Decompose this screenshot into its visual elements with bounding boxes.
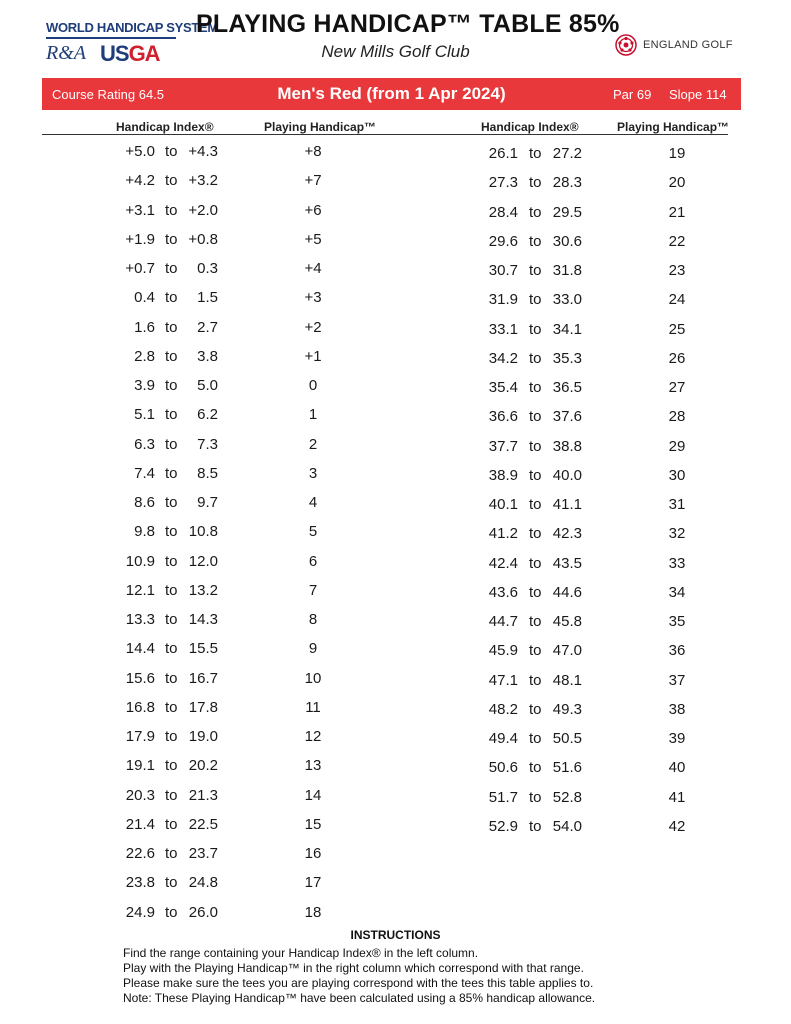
to-label: to	[165, 669, 178, 687]
table-row	[0, 642, 791, 662]
table-row	[0, 581, 791, 604]
table-row	[0, 347, 791, 370]
index-from: 0.4	[134, 289, 155, 307]
to-label: to	[165, 289, 178, 307]
index-to: 22.5	[188, 815, 218, 833]
table-header-rule	[42, 134, 728, 135]
playing-handicap-value: 33	[668, 554, 686, 572]
index-to: 1.5	[197, 289, 218, 307]
index-to: 28.3	[552, 174, 582, 192]
index-to: +4.3	[188, 143, 218, 160]
playing-handicap-value: 14	[304, 786, 322, 804]
table-row	[0, 262, 791, 282]
index-to: 44.6	[552, 583, 582, 601]
to-label: to	[165, 435, 178, 453]
playing-handicap-value: 8	[308, 611, 318, 628]
to-label: to	[165, 318, 178, 336]
index-from: 41.2	[488, 525, 518, 543]
to-label: to	[529, 788, 542, 806]
playing-handicap-value: 13	[304, 757, 322, 775]
usga-logo-text: USGA	[100, 40, 160, 66]
to-label: to	[165, 757, 178, 775]
index-to: 35.3	[552, 349, 582, 367]
index-from: 17.9	[125, 728, 155, 745]
index-to: 29.5	[552, 203, 582, 221]
table-row	[0, 464, 791, 487]
index-from: +1.9	[125, 230, 155, 248]
index-to: 9.7	[197, 494, 218, 511]
playing-handicap-value: +4	[304, 260, 322, 277]
index-from: 30.7	[488, 262, 518, 279]
to-label: to	[529, 349, 542, 367]
to-label: to	[165, 406, 178, 424]
playing-handicap-value: 2	[308, 435, 318, 453]
table-row	[0, 698, 791, 721]
index-to: 6.2	[197, 406, 218, 424]
playing-handicap-value: 23	[668, 262, 686, 279]
club-name: New Mills Golf Club	[321, 42, 470, 61]
playing-handicap-value: 42	[668, 817, 686, 835]
to-label: to	[165, 874, 178, 892]
to-label: to	[529, 291, 542, 309]
england-golf-logo	[615, 34, 733, 56]
playing-handicap-value: +6	[304, 201, 322, 219]
playing-handicap-value: 36	[668, 642, 686, 660]
playing-handicap-value: 25	[668, 320, 686, 338]
index-to: 13.2	[188, 581, 218, 599]
index-from: 43.6	[488, 583, 518, 601]
index-from: 13.3	[125, 611, 155, 628]
index-from: 8.6	[134, 494, 155, 511]
playing-handicap-value: 30	[668, 466, 686, 484]
to-label: to	[165, 786, 178, 804]
index-to: 52.8	[552, 788, 582, 806]
table-row	[0, 496, 791, 516]
index-to: 10.8	[188, 523, 218, 541]
index-from: 5.1	[134, 406, 155, 424]
playing-handicap-value: 20	[668, 174, 686, 192]
playing-handicap-value: 21	[668, 203, 686, 221]
to-label: to	[165, 230, 178, 248]
to-label: to	[529, 525, 542, 543]
to-label: to	[165, 552, 178, 570]
to-label: to	[529, 232, 542, 250]
index-to: 33.0	[552, 291, 582, 309]
playing-handicap-value: 29	[668, 437, 686, 455]
index-to: +2.0	[188, 201, 218, 219]
index-from: 14.4	[125, 640, 155, 658]
index-from: 3.9	[134, 377, 155, 394]
playing-handicap-value: 19	[668, 145, 686, 162]
to-label: to	[165, 201, 178, 219]
playing-handicap-value: 28	[668, 408, 686, 426]
to-label: to	[165, 845, 178, 862]
playing-handicap-value: +2	[304, 318, 322, 336]
course-info-bar	[42, 78, 741, 110]
to-label: to	[529, 408, 542, 426]
playing-handicap-value: 1	[308, 406, 318, 424]
index-to: 42.3	[552, 525, 582, 543]
ra-logo: R&A	[46, 42, 86, 64]
playing-handicap-value: +1	[304, 347, 322, 365]
playing-handicap-value: 16	[304, 845, 322, 862]
to-label: to	[529, 613, 542, 630]
to-label: to	[529, 496, 542, 513]
playing-handicap-value: 34	[668, 583, 686, 601]
playing-handicap-value: +5	[304, 230, 322, 248]
table-row	[0, 786, 791, 809]
to-label: to	[165, 143, 178, 160]
to-label: to	[529, 379, 542, 396]
index-to: 50.5	[552, 730, 582, 747]
right-handicap-index-header: Handicap Index®	[481, 120, 579, 134]
index-from: +0.7	[125, 260, 155, 277]
to-label: to	[529, 203, 542, 221]
table-row	[0, 379, 791, 399]
index-from: 36.6	[488, 408, 518, 426]
index-to: 0.3	[197, 260, 218, 277]
table-row	[0, 408, 791, 428]
to-label: to	[529, 642, 542, 660]
table-row	[0, 318, 791, 341]
playing-handicap-value: 31	[668, 496, 686, 513]
index-from: 47.1	[488, 671, 518, 689]
table-row	[0, 145, 791, 165]
playing-handicap-value: 35	[668, 613, 686, 630]
playing-handicap-value: 27	[668, 379, 686, 396]
index-from: +3.1	[125, 201, 155, 219]
index-to: 7.3	[197, 435, 218, 453]
to-label: to	[165, 581, 178, 599]
to-label: to	[529, 554, 542, 572]
table-row	[0, 201, 791, 224]
index-from: 37.7	[488, 437, 518, 455]
table-row	[0, 845, 791, 865]
index-from: 42.4	[488, 554, 518, 572]
to-label: to	[165, 640, 178, 658]
to-label: to	[529, 174, 542, 192]
to-label: to	[165, 728, 178, 745]
playing-handicap-value: 32	[668, 525, 686, 543]
index-from: 7.4	[134, 464, 155, 482]
playing-handicap-value: 40	[668, 759, 686, 777]
playing-handicap-value: 4	[308, 494, 318, 511]
whs-logo-text: WORLD HANDICAP SYSTEM	[46, 20, 218, 35]
index-to: 49.3	[552, 700, 582, 718]
index-from: 15.6	[125, 669, 155, 687]
index-from: +4.2	[125, 172, 155, 190]
index-from: 38.9	[488, 466, 518, 484]
index-to: 3.8	[197, 347, 218, 365]
index-to: +0.8	[188, 230, 218, 248]
to-label: to	[165, 347, 178, 365]
to-label: to	[529, 671, 542, 689]
index-to: 47.0	[552, 642, 582, 660]
table-row	[0, 613, 791, 633]
playing-handicap-value: 3	[308, 464, 318, 482]
index-from: 12.1	[125, 581, 155, 599]
index-from: 2.8	[134, 347, 155, 365]
table-row	[0, 552, 791, 575]
index-from: 23.8	[125, 874, 155, 892]
page-title: PLAYING HANDICAP™ TABLE 85%	[196, 10, 620, 38]
index-to: +3.2	[188, 172, 218, 190]
index-to: 34.1	[552, 320, 582, 338]
index-from: 50.6	[488, 759, 518, 777]
table-row	[0, 291, 791, 311]
index-to: 21.3	[188, 786, 218, 804]
index-from: 21.4	[125, 815, 155, 833]
index-from: 33.1	[488, 320, 518, 338]
instruction-line: Please make sure the tees you are playing correspond with the tees this table applies to.	[123, 976, 594, 990]
index-to: 19.0	[188, 728, 218, 745]
index-to: 2.7	[197, 318, 218, 336]
index-from: 45.9	[488, 642, 518, 660]
index-to: 31.8	[552, 262, 582, 279]
index-from: 1.6	[134, 318, 155, 336]
index-to: 48.1	[552, 671, 582, 689]
to-label: to	[529, 759, 542, 777]
playing-handicap-value: 24	[668, 291, 686, 309]
index-from: 10.9	[125, 552, 155, 570]
index-from: 28.4	[488, 203, 518, 221]
index-from: 24.9	[125, 903, 155, 921]
playing-handicap-value: +3	[304, 289, 322, 307]
index-from: 40.1	[488, 496, 518, 513]
slope: Slope 114	[669, 87, 727, 102]
index-from: 27.3	[488, 174, 518, 192]
table-row	[0, 730, 791, 750]
england-golf-rose-icon	[615, 34, 637, 56]
to-label: to	[165, 464, 178, 482]
table-row	[0, 669, 791, 692]
playing-handicap-value: 37	[668, 671, 686, 689]
index-to: 43.5	[552, 554, 582, 572]
to-label: to	[529, 466, 542, 484]
to-label: to	[165, 903, 178, 921]
table-row	[0, 435, 791, 458]
index-from: 44.7	[488, 613, 518, 630]
to-label: to	[165, 698, 178, 716]
index-from: 6.3	[134, 435, 155, 453]
index-to: 20.2	[188, 757, 218, 775]
tee-name: Men's Red (from 1 Apr 2024)	[277, 84, 506, 103]
instructions-title: INSTRUCTIONS	[350, 928, 441, 942]
table-row	[0, 525, 791, 545]
index-to: 40.0	[552, 466, 582, 484]
to-label: to	[165, 523, 178, 541]
index-from: 19.1	[125, 757, 155, 775]
playing-handicap-value: 41	[668, 788, 686, 806]
index-from: 16.8	[125, 698, 155, 716]
england-golf-text: ENGLAND GOLF	[643, 39, 733, 51]
playing-handicap-value: 0	[308, 377, 318, 394]
to-label: to	[529, 262, 542, 279]
to-label: to	[529, 583, 542, 601]
instruction-line: Find the range containing your Handicap Index® in the left column.	[123, 946, 479, 960]
index-from: 20.3	[125, 786, 155, 804]
index-from: 34.2	[488, 349, 518, 367]
instruction-line: Play with the Playing Handicap™ in the right column which correspond with that range.	[123, 961, 584, 975]
to-label: to	[165, 377, 178, 394]
table-row	[0, 815, 791, 838]
to-label: to	[529, 817, 542, 835]
playing-handicap-value: 7	[308, 581, 318, 599]
index-from: 9.8	[134, 523, 155, 541]
to-label: to	[165, 260, 178, 277]
par: Par 69	[613, 87, 652, 102]
table-row	[0, 874, 791, 894]
playing-handicap-value: 6	[308, 552, 318, 570]
index-to: 12.0	[188, 552, 218, 570]
playing-handicap-value: +7	[304, 172, 322, 190]
playing-handicap-value: 12	[304, 728, 322, 745]
to-label: to	[529, 145, 542, 162]
index-to: 41.1	[552, 496, 582, 513]
index-from: 49.4	[488, 730, 518, 747]
left-handicap-index-header: Handicap Index®	[116, 120, 214, 134]
index-from: 22.6	[125, 845, 155, 862]
index-to: 38.8	[552, 437, 582, 455]
index-to: 45.8	[552, 613, 582, 630]
index-to: 26.0	[188, 903, 218, 921]
left-playing-handicap-header: Playing Handicap™	[264, 120, 377, 134]
playing-handicap-value: 38	[668, 700, 686, 718]
playing-handicap-value: 18	[304, 903, 322, 921]
to-label: to	[165, 172, 178, 190]
index-to: 15.5	[188, 640, 218, 658]
index-from: +5.0	[125, 143, 155, 160]
index-from: 51.7	[488, 788, 518, 806]
index-to: 5.0	[197, 377, 218, 394]
playing-handicap-value: 39	[668, 730, 686, 747]
index-to: 27.2	[552, 145, 582, 162]
playing-handicap-value: 9	[308, 640, 318, 658]
index-to: 36.5	[552, 379, 582, 396]
course-rating: Course Rating 64.5	[52, 87, 165, 102]
table-row	[0, 904, 791, 924]
to-label: to	[165, 611, 178, 628]
index-to: 51.6	[552, 759, 582, 777]
index-to: 14.3	[188, 611, 218, 628]
index-to: 37.6	[552, 408, 582, 426]
table-row	[0, 759, 791, 779]
index-from: 31.9	[488, 291, 518, 309]
to-label: to	[165, 815, 178, 833]
index-to: 24.8	[188, 874, 218, 892]
to-label: to	[165, 494, 178, 511]
to-label: to	[529, 730, 542, 747]
playing-handicap-value: 5	[308, 523, 318, 541]
playing-handicap-value: 17	[304, 874, 322, 892]
instruction-line: Note: These Playing Handicap™ have been calculated using a 85% handicap allowance.	[123, 991, 596, 1005]
table-row	[0, 230, 791, 253]
playing-handicap-value: 11	[305, 698, 321, 716]
index-to: 54.0	[552, 817, 582, 835]
to-label: to	[529, 700, 542, 718]
index-to: 16.7	[188, 669, 218, 687]
playing-handicap-value: 10	[304, 669, 322, 687]
to-label: to	[529, 437, 542, 455]
index-from: 29.6	[488, 232, 518, 250]
playing-handicap-value: 15	[304, 815, 322, 833]
index-from: 35.4	[488, 379, 518, 396]
index-from: 52.9	[488, 817, 518, 835]
to-label: to	[529, 320, 542, 338]
index-to: 30.6	[552, 232, 582, 250]
index-from: 48.2	[488, 700, 518, 718]
index-from: 26.1	[488, 145, 518, 162]
whs-logo-rule	[46, 37, 176, 39]
right-playing-handicap-header: Playing Handicap™	[617, 120, 730, 134]
index-to: 17.8	[188, 698, 218, 716]
playing-handicap-value: 26	[668, 349, 686, 367]
playing-handicap-value: +8	[304, 143, 322, 160]
table-row	[0, 174, 791, 194]
playing-handicap-value: 22	[668, 232, 686, 250]
index-to: 8.5	[197, 464, 218, 482]
index-to: 23.7	[188, 845, 218, 862]
